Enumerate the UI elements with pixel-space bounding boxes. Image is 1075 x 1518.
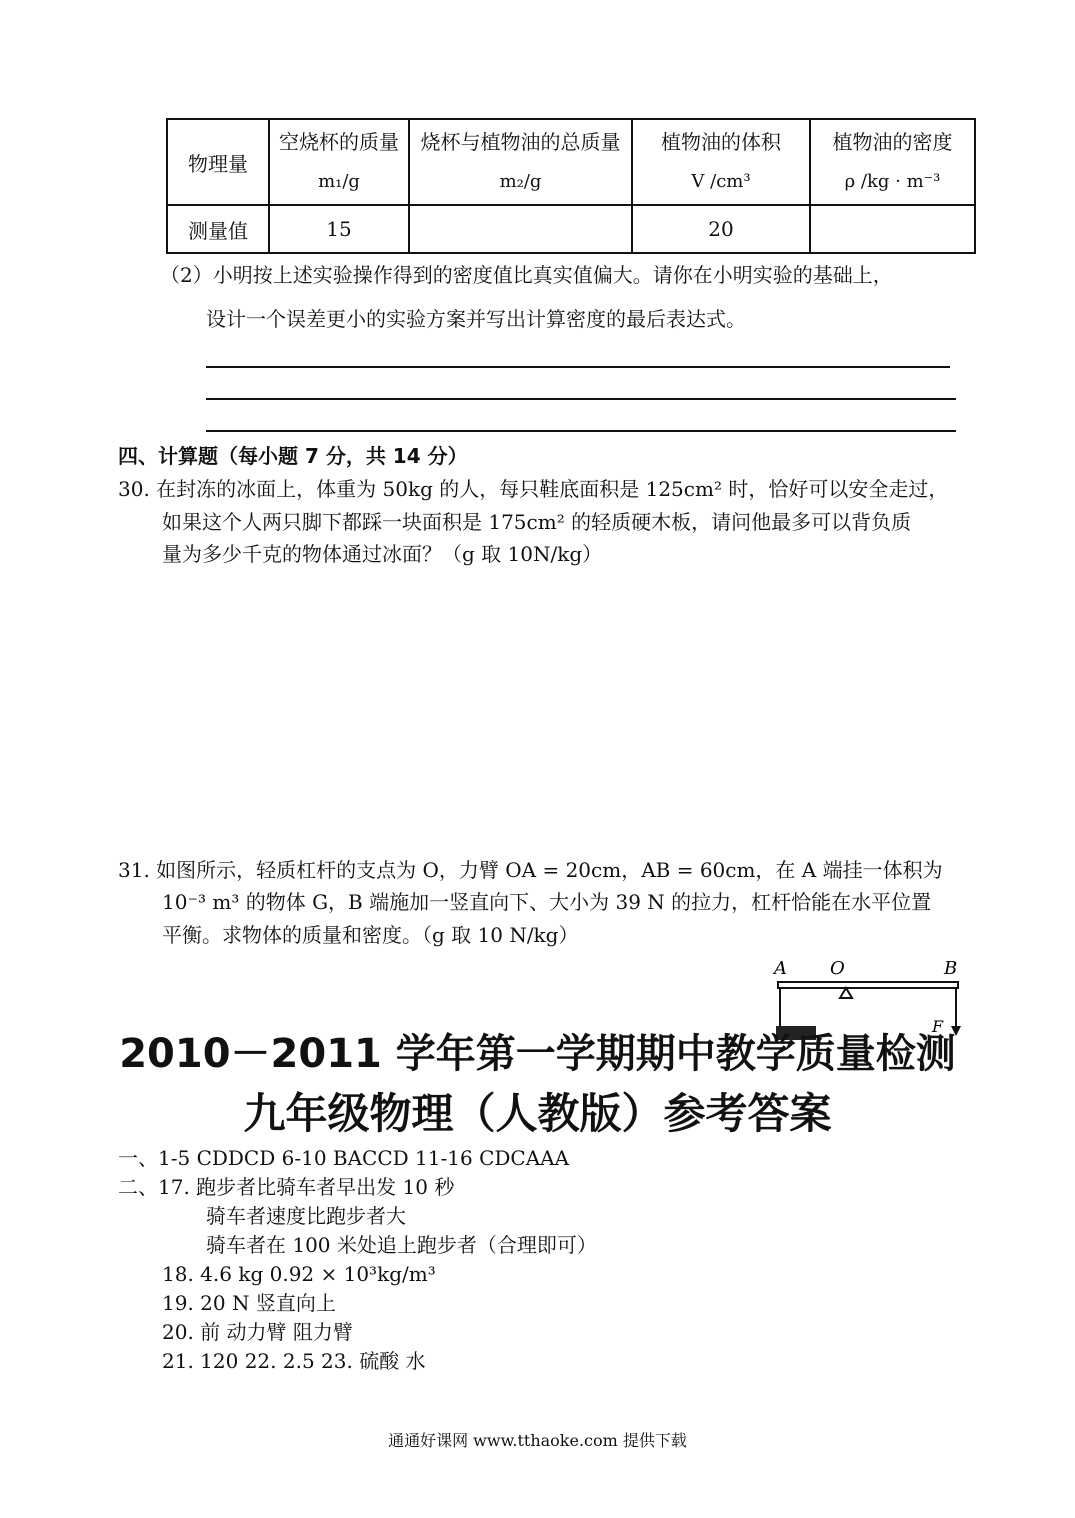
- q30-line2: 如果这个人两只脚下都踩一块面积是 175cm² 的轻质硬木板，请问他最多可以背负质: [162, 510, 912, 534]
- col-unit: V /cm³: [691, 171, 751, 192]
- col-label: 空烧杯的质量: [279, 130, 399, 154]
- q30-line1: 30. 在封冻的冰面上，体重为 50kg 的人，每只鞋底面积是 125cm² 时，恰好可以安全走过，: [118, 477, 949, 501]
- answer-title-line1: 2010－2011 学年第一学期期中教学质量检测: [119, 1031, 956, 1077]
- row-header-quantity: 物理量: [167, 119, 269, 205]
- q29-part2-line2: 设计一个误差更小的实验方案并写出计算密度的最后表达式。: [206, 307, 746, 331]
- q31-line3: 平衡。求物体的质量和密度。（g 取 10 N/kg）: [162, 923, 579, 947]
- answer-20: 20. 前 动力臂 阻力臂: [162, 1320, 353, 1344]
- lever-bar: [778, 982, 958, 988]
- label-o: O: [830, 958, 845, 979]
- answer-blank-line: [206, 430, 956, 432]
- q31-line2: 10⁻³ m³ 的物体 G，B 端施加一竖直向下、大小为 39 N 的拉力，杠杆恰能在水平位置: [162, 890, 932, 914]
- answer-17-line2: 骑车者速度比跑步者大: [206, 1204, 406, 1228]
- col-label: 植物油的体积: [661, 130, 781, 154]
- lever-diagram: [768, 954, 968, 1040]
- col-unit: m₂/g: [499, 171, 542, 192]
- col-header: [409, 119, 632, 205]
- col-label: 烧杯与植物油的总质量: [420, 130, 621, 154]
- answer-blank-line: [206, 366, 950, 368]
- fulcrum-icon: [840, 988, 852, 998]
- q29-part2-line1: （2）小明按上述实验操作得到的密度值比真实值偏大。请你在小明实验的基础上，: [160, 263, 893, 287]
- label-a: A: [774, 958, 787, 979]
- answer-18: 18. 4.6 kg 0.92 × 10³kg/m³: [162, 1262, 436, 1286]
- label-f: F: [932, 1017, 944, 1036]
- col-unit: ρ /kg · m⁻³: [844, 171, 941, 192]
- answer-choice: 一、1-5 CDDCD 6-10 BACCD 11-16 CDCAAA: [118, 1146, 570, 1170]
- answer-21-23: 21. 120 22. 2.5 23. 硫酸 水: [162, 1349, 426, 1373]
- row-header-measured: 测量值: [167, 205, 269, 253]
- answer-17-line1: 二、17. 跑步者比骑车者早出发 10 秒: [118, 1175, 455, 1199]
- col-header: [269, 119, 409, 205]
- q30-line3: 量为多少千克的物体通过冰面？（g 取 10N/kg）: [162, 542, 603, 566]
- table-cell: [409, 205, 632, 253]
- section-heading: 四、计算题（每小题 7 分，共 14 分）: [118, 444, 468, 468]
- measurement-table: [166, 118, 976, 254]
- table-cell: 20: [632, 205, 810, 253]
- col-header: [810, 119, 975, 205]
- answer-title-line2: 九年级物理（人教版）参考答案: [243, 1089, 832, 1138]
- table-header-row: [167, 119, 975, 205]
- table-row: [167, 205, 975, 253]
- col-label: 植物油的密度: [832, 130, 953, 154]
- q31-line1: 31. 如图所示，轻质杠杆的支点为 O，力臂 OA = 20cm，AB = 60cm，在 A 端挂一体积为: [118, 858, 943, 882]
- page-footer: 通通好课网 www.tthaoke.com 提供下载: [388, 1431, 687, 1450]
- table-cell: [810, 205, 975, 253]
- label-b: B: [944, 958, 958, 979]
- answer-blank-line: [206, 398, 956, 400]
- answer-17-line3: 骑车者在 100 米处追上跑步者（合理即可）: [206, 1233, 597, 1257]
- col-header: [632, 119, 810, 205]
- col-unit: m₁/g: [318, 171, 360, 192]
- table-cell: 15: [269, 205, 409, 253]
- answer-19: 19. 20 N 竖直向上: [162, 1291, 336, 1315]
